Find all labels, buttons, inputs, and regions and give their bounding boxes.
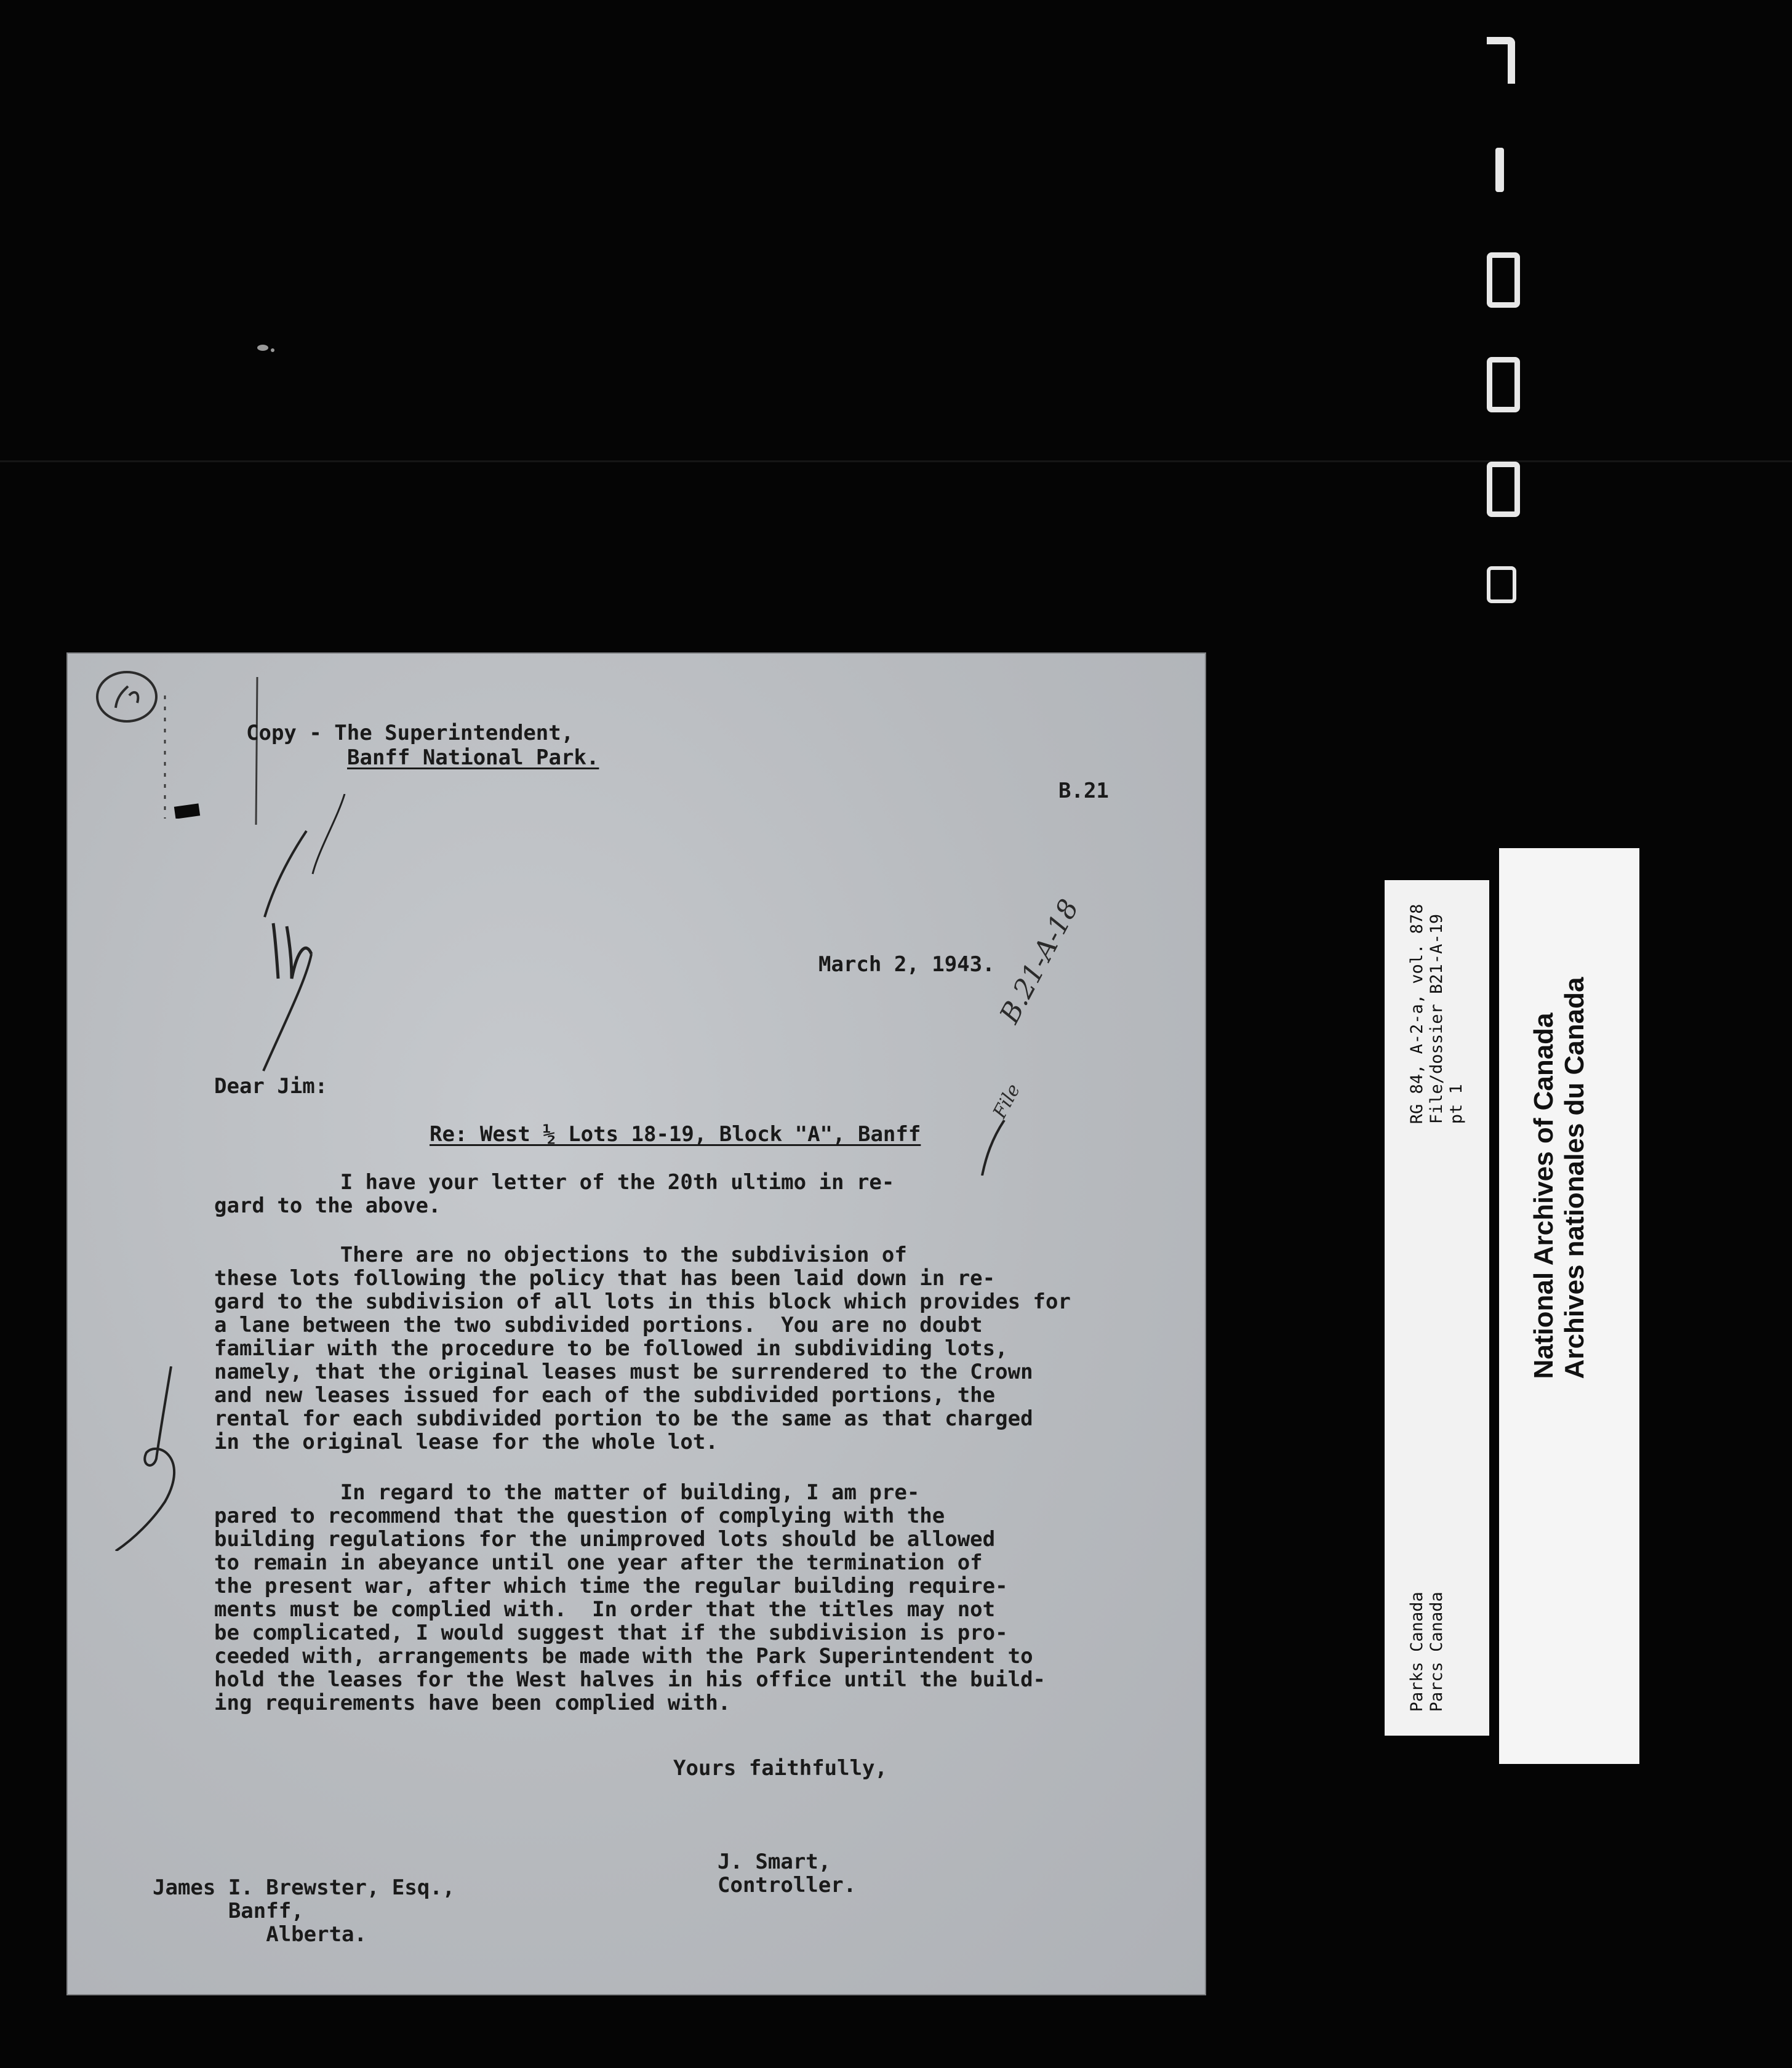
paragraph-3-line-5: the present war, after which time the regular building require- bbox=[214, 1574, 1008, 1598]
paragraph-3-line-8: ceeded with, arrangements be made with the Park Superintendent to bbox=[214, 1644, 1033, 1669]
addressee-line-2: Banff, bbox=[153, 1899, 304, 1923]
film-dust-speck bbox=[271, 348, 274, 352]
copy-to-park: Banff National Park. bbox=[347, 745, 599, 770]
label-parks-en: Parks Canada bbox=[1407, 1592, 1426, 1712]
paragraph-3-line-7: be complicated, I would suggest that if the subdivision is pro- bbox=[214, 1621, 1008, 1645]
addressee-line-1: James I. Brewster, Esq., bbox=[153, 1875, 455, 1900]
file-code: B.21 bbox=[1058, 779, 1109, 803]
frame-mark-box bbox=[1487, 252, 1520, 308]
paragraph-3-line-3: building regulations for the unimproved lots should be allowed bbox=[214, 1527, 996, 1552]
paragraph-3-line-6: ments must be complied with. In order that the titles may not bbox=[214, 1597, 996, 1622]
handwritten-bracket bbox=[980, 1120, 1017, 1176]
paragraph-3-line-10: ing requirements have been complied with. bbox=[214, 1691, 731, 1715]
parks-canada-label bbox=[1385, 880, 1489, 1736]
letter-sheet bbox=[66, 652, 1206, 1995]
closing: Yours faithfully, bbox=[673, 1756, 887, 1781]
film-frame-marks bbox=[1478, 25, 1527, 615]
frame-mark-hook bbox=[1487, 37, 1515, 84]
paragraph-2-line-9: in the original lease for the whole lot. bbox=[214, 1430, 718, 1454]
copy-to-line: Copy - The Superintendent, bbox=[246, 721, 574, 745]
film-dust-speck bbox=[257, 345, 268, 351]
paragraph-3-line-4: to remain in abeyance until one year after the termination of bbox=[214, 1550, 983, 1575]
paragraph-1-line-2: gard to the above. bbox=[214, 1193, 441, 1218]
label-ref-line-3: pt 1 bbox=[1447, 1084, 1466, 1124]
paragraph-2-line-6: namely, that the original leases must be surrendered to the Crown bbox=[214, 1360, 1033, 1384]
letter-date: March 2, 1943. bbox=[818, 952, 995, 977]
label-parks-fr: Parcs Canada bbox=[1427, 1592, 1446, 1712]
paragraph-2-line-8: rental for each subdivided portion to be the same as that charged bbox=[214, 1406, 1033, 1431]
signer-name: J. Smart, bbox=[718, 1850, 831, 1874]
national-archives-label bbox=[1499, 848, 1639, 1764]
paragraph-3-line-2: pared to recommend that the question of complying with the bbox=[214, 1504, 945, 1528]
frame-mark-bar bbox=[1495, 148, 1504, 192]
frame-mark-box bbox=[1487, 357, 1520, 412]
paragraph-1-line-1: I have your letter of the 20th ultimo in re- bbox=[214, 1170, 895, 1195]
signer-title: Controller. bbox=[718, 1873, 857, 1898]
paragraph-2-line-4: a lane between the two subdivided portions. You are no doubt bbox=[214, 1313, 983, 1337]
label-nac-fr: Archives nationales du Canada bbox=[1559, 977, 1590, 1379]
label-ref-line-1: RG 84, A-2-a, vol. 878 bbox=[1407, 904, 1426, 1124]
label-ref-line-2: File/dossier B21-A-19 bbox=[1427, 913, 1446, 1124]
handwritten-file-reference: B.21-A-18 bbox=[993, 894, 1086, 1028]
handwritten-check-mark bbox=[97, 1366, 208, 1551]
paragraph-2-line-7: and new leases issued for each of the subdivided portions, the bbox=[214, 1383, 996, 1408]
label-spacer bbox=[1407, 1124, 1466, 1592]
paragraph-2-line-5: familiar with the procedure to be followed in subdividing lots, bbox=[214, 1336, 1008, 1361]
paragraph-3-line-9: hold the leases for the West halves in his office until the build- bbox=[214, 1667, 1046, 1692]
addressee-line-3: Alberta. bbox=[153, 1922, 367, 1947]
paragraph-2-line-3: gard to the subdivision of all lots in this block which provides for bbox=[214, 1289, 1071, 1314]
margin-punch-marks bbox=[153, 695, 202, 819]
paragraph-2-line-2: these lots following the policy that has been laid down in re- bbox=[214, 1266, 996, 1291]
handwritten-arrow-note: File bbox=[989, 1080, 1025, 1122]
handwritten-initials bbox=[214, 794, 374, 1083]
salutation: Dear Jim: bbox=[214, 1074, 328, 1099]
subject-line: Re: West ½ Lots 18-19, Block "A", Banff bbox=[430, 1122, 921, 1147]
label-nac-en: National Archives of Canada bbox=[1529, 1012, 1559, 1379]
frame-mark-box bbox=[1487, 462, 1520, 517]
frame-mark-box bbox=[1487, 566, 1516, 603]
paragraph-2-line-1: There are no objections to the subdivision of bbox=[214, 1243, 907, 1267]
paragraph-3-line-1: In regard to the matter of building, I am pre- bbox=[214, 1480, 920, 1505]
